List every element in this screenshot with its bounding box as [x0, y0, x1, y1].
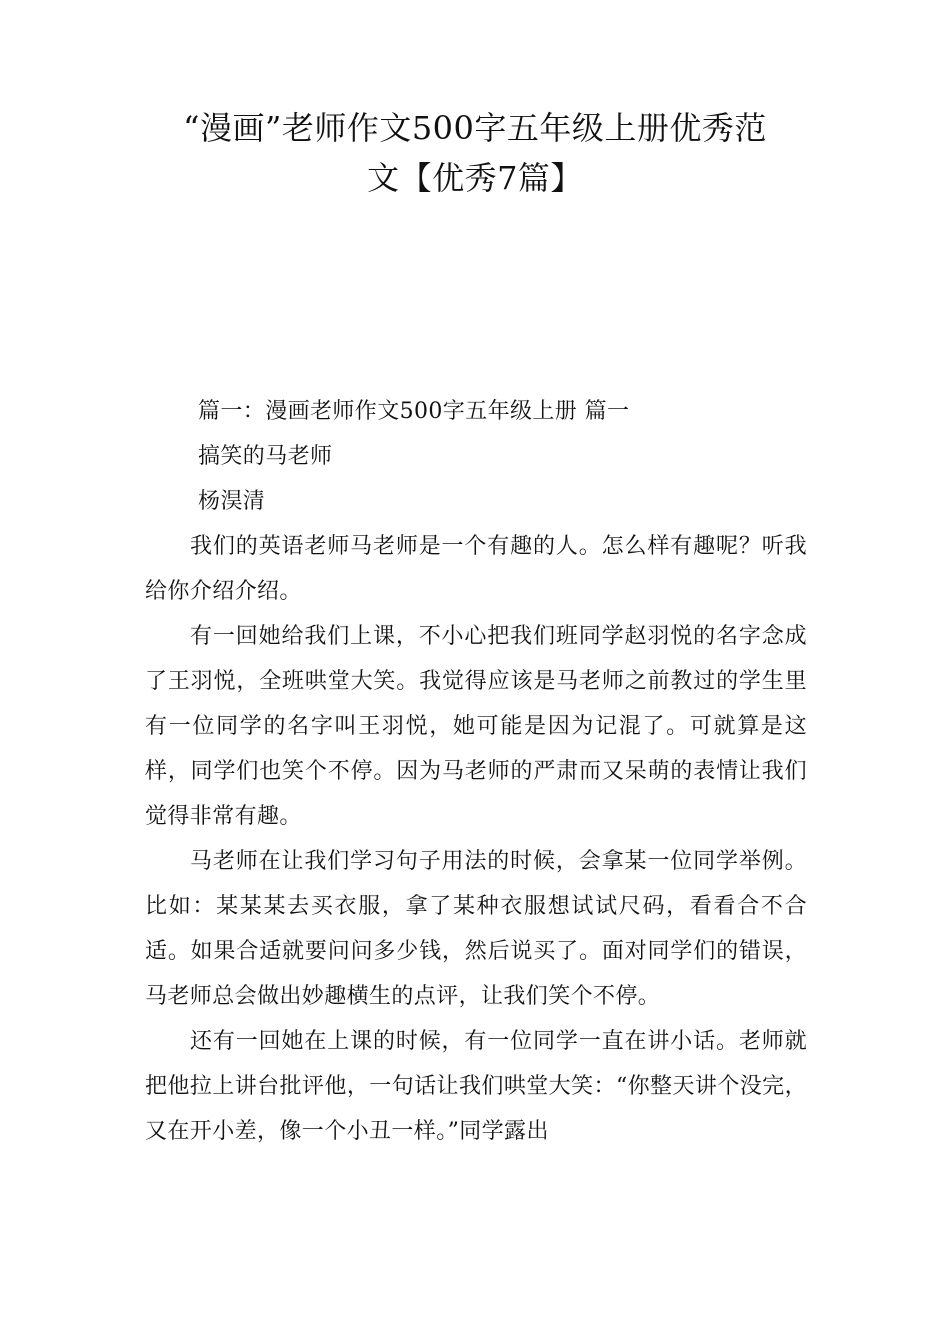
paragraph-4: 还有一回她在上课的时候，有一位同学一直在讲小话。老师就把他拉上讲台批评他，一句话让我们哄堂大笑：“你整天讲个没完，又在开小差，像一个小丑一样。”同学露出: [145, 1029, 807, 1144]
section-heading: 篇一：漫画老师作文500字五年级上册 篇一: [198, 399, 630, 424]
author-name: 杨淏清: [198, 489, 266, 514]
paragraph-3: 马老师在让我们学习句子用法的时候，会拿某一位同学举例。比如：某某某去买衣服，拿了某种衣服想试试尺码，看看合不合适。如果合适就要问问多少钱，然后说买了。面对同学们的错误，马老师总会做出妙趣横生的点评，让我们笑个不停。: [145, 849, 807, 1009]
document-title: [145, 103, 805, 203]
essay-title: 搞笑的马老师: [198, 444, 333, 469]
title-line-2: 文【优秀7篇】: [367, 159, 583, 197]
document-body: [145, 389, 807, 1154]
title-line-1: “漫画”老师作文500字五年级上册优秀范: [183, 109, 767, 147]
paragraph-1: 我们的英语老师马老师是一个有趣的人。怎么样有趣呢？听我给你介绍介绍。: [145, 534, 807, 604]
paragraph-2: 有一回她给我们上课，不小心把我们班同学赵羽悦的名字念成了王羽悦，全班哄堂大笑。我觉得应该是马老师之前教过的学生里有一位同学的名字叫王羽悦，她可能是因为记混了。可就算是这样，同学们也笑个不停。因为马老师的严肃而又呆萌的表情让我们觉得非常有趣。: [145, 624, 807, 829]
